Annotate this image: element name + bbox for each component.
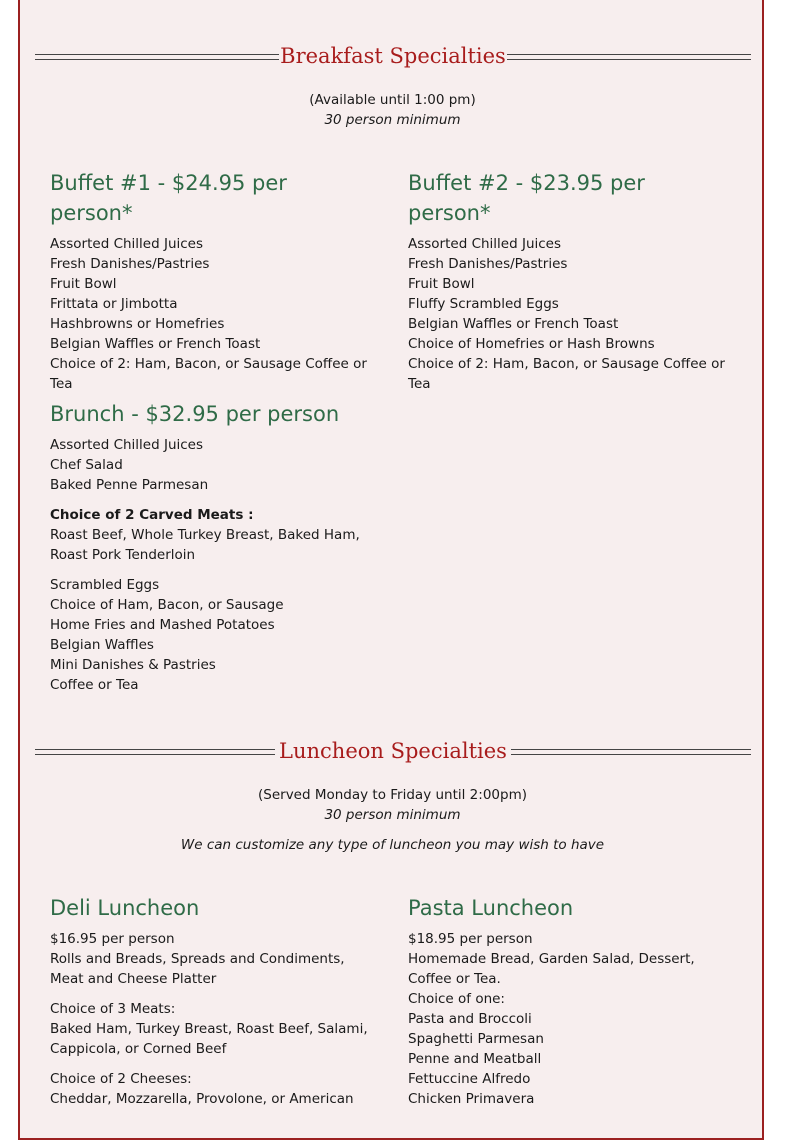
luncheon-availability: (Served Monday to Friday until 2:00pm): [258, 787, 527, 803]
list-item: Assorted Chilled Juices: [50, 236, 204, 252]
list-item: Chef Salad: [50, 457, 123, 473]
list-item: Fruit Bowl: [408, 276, 475, 292]
list-item: Fettuccine Alfredo: [408, 1071, 531, 1087]
list-item: Belgian Waffles or French Toast: [50, 336, 261, 352]
pasta-choice-label: Choice of one:: [408, 991, 505, 1007]
list-item: Spaghetti Parmesan: [408, 1031, 544, 1047]
list-item: Fruit Bowl: [50, 276, 117, 292]
deli-price: $16.95 per person: [50, 931, 175, 947]
carved-meats-list: Roast Beef, Whole Turkey Breast, Baked Ham, Roast Pork Tenderloin: [50, 527, 360, 563]
breakfast-section-header: [35, 38, 751, 78]
deli-cheeses-list: Cheddar, Mozzarella, Provolone, or American: [50, 1091, 354, 1107]
list-item: Belgian Waffles or French Toast: [408, 316, 619, 332]
list-item: Home Fries and Mashed Potatoes: [50, 617, 275, 633]
pasta-luncheon: [408, 893, 728, 1109]
list-item: Fresh Danishes/Pastries: [50, 256, 210, 272]
list-item: Choice of 2: Ham, Bacon, or Sausage Coffee or Tea: [408, 356, 725, 392]
luncheon-minimum: 30 person minimum: [324, 807, 461, 823]
list-item: Assorted Chilled Juices: [50, 437, 204, 453]
buffet-1-heading: Buffet #1 - $24.95 per person*: [50, 171, 287, 225]
luncheon-customize-note: We can customize any type of luncheon you may wish to have: [180, 837, 605, 853]
deli-heading: Deli Luncheon: [50, 896, 200, 920]
brunch-heading: Brunch - $32.95 per person: [50, 402, 340, 426]
list-item: Pasta and Broccoli: [408, 1011, 532, 1027]
list-item: Mini Danishes & Pastries: [50, 657, 216, 673]
deli-description: Rolls and Breads, Spreads and Condiments, Meat and Cheese Platter: [50, 951, 345, 987]
breakfast-title: Breakfast Specialties: [280, 44, 506, 68]
list-item: Fresh Danishes/Pastries: [408, 256, 568, 272]
brunch: [50, 399, 370, 695]
deli-meats-label: Choice of 3 Meats:: [50, 1001, 176, 1017]
list-item: Penne and Meatball: [408, 1051, 542, 1067]
luncheon-section-header: [35, 733, 751, 773]
list-item: Assorted Chilled Juices: [408, 236, 562, 252]
buffet-1: [50, 168, 370, 394]
deli-luncheon: [50, 893, 370, 1109]
list-item: Choice of Homefries or Hash Browns: [408, 336, 655, 352]
pasta-price: $18.95 per person: [408, 931, 533, 947]
list-item: Hashbrowns or Homefries: [50, 316, 225, 332]
buffet-2: [408, 168, 728, 394]
carved-meats-label: Choice of 2 Carved Meats :: [50, 507, 254, 523]
list-item: Choice of 2: Ham, Bacon, or Sausage Coffee or Tea: [50, 356, 367, 392]
list-item: Belgian Waffles: [50, 637, 154, 653]
breakfast-availability: (Available until 1:00 pm): [309, 92, 476, 108]
list-item: Choice of Ham, Bacon, or Sausage: [50, 597, 284, 613]
list-item: Chicken Primavera: [408, 1091, 535, 1107]
list-item: Fluffy Scrambled Eggs: [408, 296, 559, 312]
buffet-2-heading: Buffet #2 - $23.95 per person*: [408, 171, 645, 225]
pasta-description: Homemade Bread, Garden Salad, Dessert, Coffee or Tea.: [408, 951, 695, 987]
list-item: Frittata or Jimbotta: [50, 296, 178, 312]
list-item: Scrambled Eggs: [50, 577, 160, 593]
list-item: Coffee or Tea: [50, 677, 139, 693]
deli-meats-list: Baked Ham, Turkey Breast, Roast Beef, Salami, Cappicola, or Corned Beef: [50, 1021, 368, 1057]
breakfast-minimum: 30 person minimum: [324, 112, 461, 128]
deli-cheeses-label: Choice of 2 Cheeses:: [50, 1071, 192, 1087]
pasta-heading: Pasta Luncheon: [408, 896, 574, 920]
luncheon-title: Luncheon Specialties: [279, 739, 507, 763]
list-item: Baked Penne Parmesan: [50, 477, 209, 493]
